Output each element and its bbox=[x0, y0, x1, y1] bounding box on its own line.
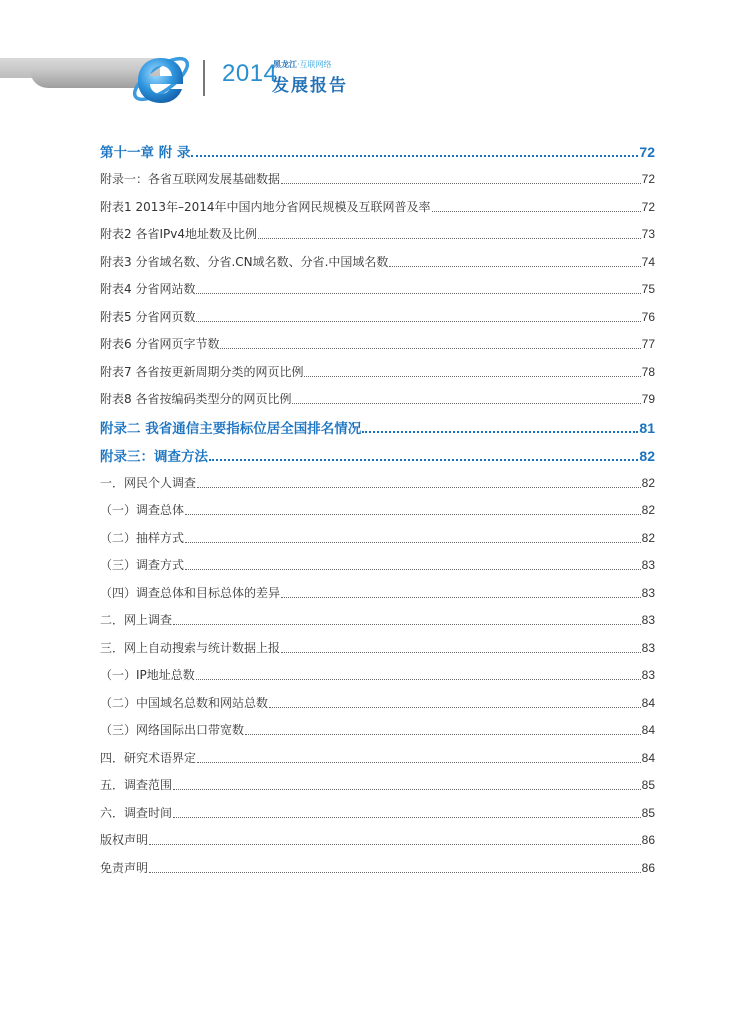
dot-leader bbox=[197, 762, 641, 763]
toc-entry-title: （三）网络国际出口带宽数 bbox=[100, 723, 245, 737]
toc-entry[interactable] bbox=[100, 717, 655, 745]
toc-entry[interactable] bbox=[100, 331, 655, 359]
toc-entry-title: 附表2 各省IPv4地址数及比例 bbox=[100, 227, 257, 241]
report-title: 发展报告 bbox=[272, 76, 348, 96]
header-divider bbox=[203, 60, 205, 96]
toc-entry-page: 81 bbox=[639, 419, 655, 436]
toc-entry-page: 82 bbox=[639, 447, 655, 464]
toc-entry-title: 附表4 分省网站数 bbox=[100, 282, 196, 296]
dot-leader bbox=[258, 238, 641, 239]
toc-entry-title: （一）调查总体 bbox=[100, 503, 185, 517]
toc-entry-title: 附表8 各省按编码类型分的网页比例 bbox=[100, 392, 292, 406]
dot-leader bbox=[173, 789, 641, 790]
subtitle-region: 黑龙江 bbox=[273, 60, 297, 69]
dot-leader bbox=[196, 293, 640, 294]
dot-leader bbox=[432, 211, 641, 212]
toc-entry[interactable] bbox=[100, 772, 655, 800]
toc-entry-title: 附录一：各省互联网发展基础数据 bbox=[100, 172, 281, 186]
toc-entry[interactable] bbox=[100, 525, 655, 553]
toc-entry-page: 78 bbox=[641, 364, 655, 379]
toc-entry-title: 附表3 分省域名数、分省.CN域名数、分省.中国域名数 bbox=[100, 254, 389, 269]
toc-entry-title: 四．研究术语界定 bbox=[100, 750, 197, 765]
toc-entry-title: 一．网民个人调查 bbox=[100, 475, 197, 490]
dot-leader bbox=[196, 321, 640, 322]
toc-entry-title: （三）调查方式 bbox=[100, 558, 185, 572]
toc-entry-page: 82 bbox=[641, 530, 655, 545]
dot-leader bbox=[185, 542, 641, 543]
report-year: 2014 bbox=[222, 60, 278, 87]
toc-entry[interactable] bbox=[100, 497, 655, 525]
toc-entry-page: 83 bbox=[641, 640, 655, 655]
dot-leader bbox=[281, 183, 641, 184]
toc-entry[interactable] bbox=[100, 304, 655, 332]
toc-entry-title: 附表5 分省网页数 bbox=[100, 309, 196, 324]
dot-leader bbox=[196, 679, 641, 680]
toc-entry[interactable] bbox=[100, 745, 655, 773]
dot-leader bbox=[185, 514, 641, 515]
toc-entry-page: 82 bbox=[641, 503, 655, 517]
toc-entry-page: 82 bbox=[641, 475, 655, 490]
toc-entry-page: 72 bbox=[641, 199, 655, 214]
dot-leader bbox=[245, 734, 641, 735]
internet-explorer-e-logo-icon bbox=[128, 46, 194, 112]
page-header bbox=[0, 0, 755, 120]
toc-entry-page: 84 bbox=[641, 723, 655, 737]
toc-entry-title: （二）抽样方式 bbox=[100, 530, 185, 545]
dot-leader bbox=[185, 569, 641, 570]
dot-leader bbox=[191, 155, 638, 157]
toc-entry-title: （二）中国域名总数和网站总数 bbox=[100, 695, 269, 710]
dot-leader bbox=[173, 624, 641, 625]
toc-entry-page: 85 bbox=[641, 778, 655, 792]
toc-entry[interactable] bbox=[100, 470, 655, 498]
toc-entry-page: 73 bbox=[641, 227, 655, 241]
toc-entry-page: 77 bbox=[641, 337, 655, 351]
toc-entry-title: 六．调查时间 bbox=[100, 805, 173, 820]
toc-entry[interactable] bbox=[100, 386, 655, 414]
toc-entry[interactable] bbox=[100, 359, 655, 387]
subtitle-topic: 互联网络 bbox=[299, 60, 332, 69]
toc-entry[interactable] bbox=[100, 442, 655, 470]
table-of-contents bbox=[100, 138, 655, 882]
toc-entry[interactable] bbox=[100, 414, 655, 442]
toc-entry-page: 84 bbox=[641, 750, 655, 765]
toc-entry-page: 86 bbox=[641, 833, 655, 847]
toc-entry-title: 版权声明 bbox=[100, 833, 149, 847]
toc-entry-title: 免责声明 bbox=[100, 860, 149, 875]
toc-entry[interactable] bbox=[100, 855, 655, 883]
toc-entry[interactable] bbox=[100, 138, 655, 166]
toc-entry[interactable] bbox=[100, 166, 655, 194]
toc-entry[interactable] bbox=[100, 662, 655, 690]
toc-entry[interactable] bbox=[100, 800, 655, 828]
toc-entry-title: 三．网上自动搜索与统计数据上报 bbox=[100, 640, 281, 655]
dot-leader bbox=[281, 652, 641, 653]
toc-entry-title: 附录二 我省通信主要指标位居全国排名情况 bbox=[100, 420, 362, 437]
toc-entry-page: 76 bbox=[641, 309, 655, 324]
toc-entry-title: 五．调查范围 bbox=[100, 778, 173, 792]
toc-entry[interactable] bbox=[100, 552, 655, 580]
dot-leader bbox=[269, 707, 641, 708]
dot-leader bbox=[149, 844, 641, 845]
toc-entry[interactable] bbox=[100, 607, 655, 635]
dot-leader bbox=[281, 597, 641, 598]
toc-entry-page: 83 bbox=[641, 585, 655, 600]
toc-entry[interactable] bbox=[100, 249, 655, 277]
toc-entry[interactable] bbox=[100, 635, 655, 663]
toc-entry-page: 72 bbox=[641, 172, 655, 186]
toc-entry-page: 75 bbox=[641, 282, 655, 296]
dot-leader bbox=[209, 459, 638, 461]
dot-leader bbox=[362, 431, 638, 433]
toc-entry-title: 附表1 2013年–2014年中国内地分省网民规模及互联网普及率 bbox=[100, 199, 431, 214]
toc-entry-page: 83 bbox=[641, 613, 655, 627]
dot-leader bbox=[220, 348, 640, 349]
toc-entry-title: 二．网上调查 bbox=[100, 613, 173, 627]
toc-entry[interactable] bbox=[100, 276, 655, 304]
toc-entry-page: 83 bbox=[641, 558, 655, 572]
dot-leader bbox=[292, 403, 640, 404]
report-subtitle-small bbox=[273, 59, 332, 70]
dot-leader bbox=[304, 376, 640, 377]
dot-leader bbox=[173, 817, 641, 818]
toc-entry-title: 附录三：调查方法 bbox=[100, 448, 208, 465]
toc-entry-page: 83 bbox=[641, 668, 655, 682]
toc-entry-page: 86 bbox=[641, 860, 655, 875]
toc-entry[interactable] bbox=[100, 827, 655, 855]
toc-entry[interactable] bbox=[100, 580, 655, 608]
dot-leader bbox=[149, 872, 641, 873]
toc-entry-page: 85 bbox=[641, 805, 655, 820]
toc-entry[interactable] bbox=[100, 194, 655, 222]
subtitle-separator: · bbox=[297, 60, 300, 69]
toc-entry-page: 84 bbox=[641, 695, 655, 710]
toc-entry-page: 72 bbox=[639, 144, 655, 160]
toc-entry[interactable] bbox=[100, 221, 655, 249]
toc-entry-page: 74 bbox=[641, 254, 655, 269]
toc-entry-title: 附表7 各省按更新周期分类的网页比例 bbox=[100, 364, 304, 379]
toc-entry-page: 79 bbox=[641, 392, 655, 406]
dot-leader bbox=[389, 266, 640, 267]
toc-entry-title: （一）IP地址总数 bbox=[100, 668, 195, 682]
toc-entry-title: 第十一章 附 录 bbox=[100, 145, 191, 161]
dot-leader bbox=[197, 487, 641, 488]
toc-entry-title: （四）调查总体和目标总体的差异 bbox=[100, 585, 281, 600]
toc-entry[interactable] bbox=[100, 690, 655, 718]
toc-entry-title: 附表6 分省网页字节数 bbox=[100, 337, 220, 351]
